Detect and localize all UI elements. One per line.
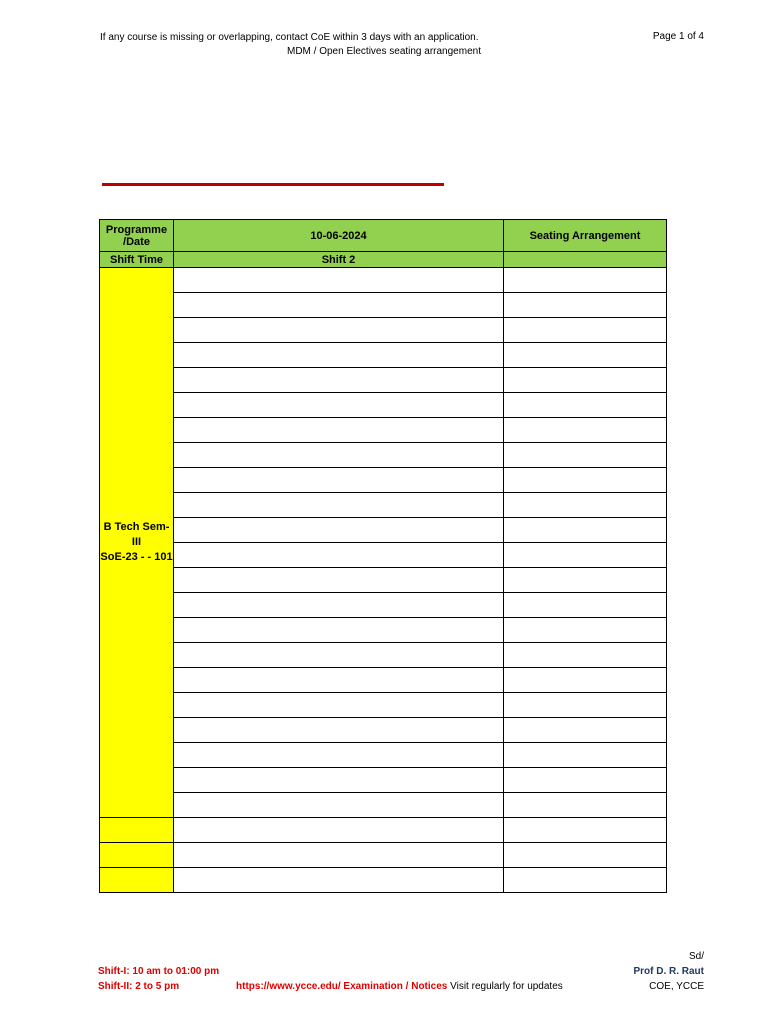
red-divider-line [102, 183, 444, 186]
shift-1-timing: Shift-I: 10 am to 01:00 pm [98, 966, 220, 977]
url-note: Visit regularly for updates [447, 981, 563, 992]
table-cell [174, 418, 504, 443]
table-cell [504, 443, 667, 468]
table-row [100, 693, 667, 718]
table-cell [504, 618, 667, 643]
table-row [100, 668, 667, 693]
table-row [100, 593, 667, 618]
url-line [236, 981, 563, 992]
shift-2-timing: Shift-II: 2 to 5 pm [98, 981, 180, 992]
table-cell [504, 818, 667, 843]
table-row [100, 718, 667, 743]
table-cell [504, 543, 667, 568]
yellow-cell [100, 868, 174, 893]
table-cell [504, 293, 667, 318]
programme-cell [100, 268, 174, 818]
table-cell [174, 493, 504, 518]
notice-text: If any course is missing or overlapping, contact CoE within 3 days with an application. [100, 32, 479, 43]
table-cell [504, 368, 667, 393]
table-cell [504, 793, 667, 818]
table-cell [504, 693, 667, 718]
table-cell [504, 868, 667, 893]
signatory-name: Prof D. R. Raut [633, 966, 704, 977]
seating-table [99, 219, 667, 893]
table-cell [174, 293, 504, 318]
table-cell [174, 618, 504, 643]
yellow-cell [100, 843, 174, 868]
table-row [100, 643, 667, 668]
table-cell [174, 268, 504, 293]
shift-value: Shift 2 [174, 252, 504, 268]
table-cell [174, 743, 504, 768]
seating-arrangement-header: Seating Arrangement [504, 220, 667, 252]
table-cell [504, 768, 667, 793]
table-header-row [100, 220, 667, 252]
table-row [100, 343, 667, 368]
yellow-cell [100, 818, 174, 843]
programme-line-1: B Tech Sem-III [103, 521, 170, 548]
table-cell [174, 318, 504, 343]
table-row [100, 268, 667, 293]
table-row [100, 568, 667, 593]
table-cell [174, 818, 504, 843]
table-cell [174, 468, 504, 493]
table-row [100, 468, 667, 493]
table-row [100, 493, 667, 518]
table-cell [174, 343, 504, 368]
table-cell [504, 393, 667, 418]
table-row [100, 443, 667, 468]
table-row [100, 618, 667, 643]
table-row [100, 793, 667, 818]
table-cell [174, 793, 504, 818]
table-row [100, 543, 667, 568]
table-cell [174, 518, 504, 543]
table-cell [174, 368, 504, 393]
signature-sd: Sd/ [688, 951, 704, 962]
signatory-office: COE, YCCE [649, 981, 704, 992]
examination-url-link[interactable]: https://www.ycce.edu/ Examination / Notices [236, 981, 448, 992]
shift-seating-cell [504, 252, 667, 268]
table-cell [174, 718, 504, 743]
table-cell [504, 643, 667, 668]
table-row [100, 318, 667, 343]
table-cell [504, 468, 667, 493]
table-cell [504, 718, 667, 743]
table-cell [504, 268, 667, 293]
table-cell [174, 393, 504, 418]
table-row [100, 768, 667, 793]
page-number: Page 1 of 4 [652, 31, 704, 42]
table-cell [504, 593, 667, 618]
table-row [100, 743, 667, 768]
table-row [100, 418, 667, 443]
shift-time-label: Shift Time [100, 252, 174, 268]
table-cell [504, 493, 667, 518]
table-row [100, 818, 667, 843]
shift-row [100, 252, 667, 268]
date-header: 10-06-2024 [174, 220, 504, 252]
table-row [100, 868, 667, 893]
table-cell [174, 693, 504, 718]
document-subtitle: MDM / Open Electives seating arrangement [287, 46, 481, 57]
table-row [100, 293, 667, 318]
table-cell [504, 743, 667, 768]
table-row [100, 393, 667, 418]
table-cell [174, 868, 504, 893]
table-row [100, 843, 667, 868]
table-cell [174, 668, 504, 693]
table-cell [174, 568, 504, 593]
table-cell [174, 443, 504, 468]
table-cell [174, 643, 504, 668]
programme-line-2: SoE-23 - - 101 [100, 551, 173, 563]
table-cell [504, 518, 667, 543]
table-cell [504, 343, 667, 368]
table-cell [504, 668, 667, 693]
table-row [100, 518, 667, 543]
table-cell [504, 318, 667, 343]
table-cell [174, 768, 504, 793]
table-cell [504, 843, 667, 868]
table-cell [174, 593, 504, 618]
table-cell [504, 418, 667, 443]
table-cell [504, 568, 667, 593]
table-cell [174, 843, 504, 868]
table-cell [174, 543, 504, 568]
programme-date-header: Programme /Date [100, 220, 174, 252]
table-row [100, 368, 667, 393]
